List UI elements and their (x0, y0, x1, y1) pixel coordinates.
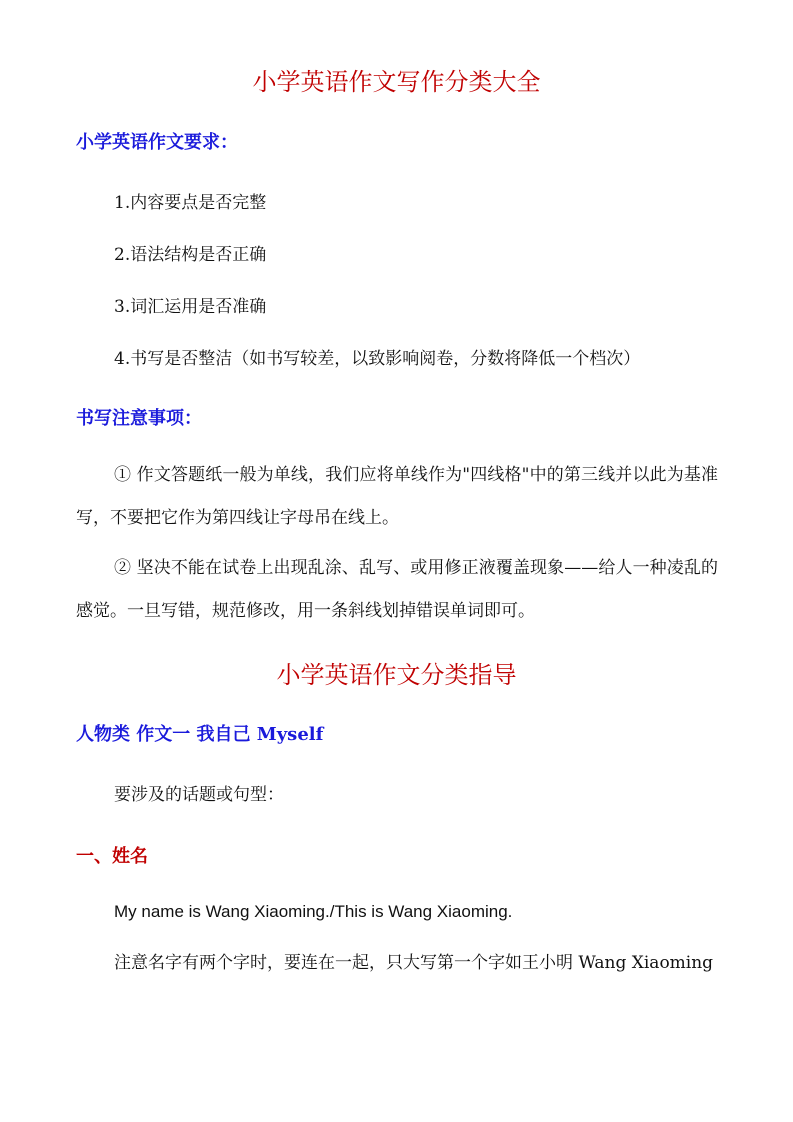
document-title: 小学英语作文写作分类大全 (252, 68, 541, 96)
subsection-heading: 一、姓名 (76, 846, 148, 867)
section-title: 小学英语作文分类指导 (276, 661, 517, 689)
requirement-item: 1.内容要点是否完整 (114, 193, 267, 213)
notes-heading: 书写注意事项： (76, 408, 202, 429)
note-paragraph: ② 坚决不能在试卷上出现乱涂、乱写、或用修正液覆盖现象——给人一种凌乱的感觉。一旦写错，规范修改，用一条斜线划掉错误单词即可。 (76, 558, 718, 621)
requirement-item: 2.语法结构是否正确 (114, 245, 267, 265)
requirements-heading: 小学英语作文要求： (76, 132, 238, 153)
requirement-item: 3.词汇运用是否准确 (114, 297, 267, 317)
example-sentence: My name is Wang Xiaoming./This is Wang Xiaoming. (114, 902, 513, 921)
requirement-item: 4.书写是否整洁（如书写较差，以致影响阅卷，分数将降低一个档次） (114, 349, 641, 369)
category-heading: 人物类 作文一 我自己 Myself (76, 724, 324, 745)
note-paragraph: ① 作文答题纸一般为单线，我们应将单线作为"四线格"中的第三线并以此为基准写，不要把它作为第四线让字母吊在线上。 (76, 465, 718, 528)
topics-intro: 要涉及的话题或句型： (114, 785, 284, 805)
name-note: 注意名字有两个字时，要连在一起，只大写第一个字如王小明 Wang Xiaoming (114, 953, 714, 973)
